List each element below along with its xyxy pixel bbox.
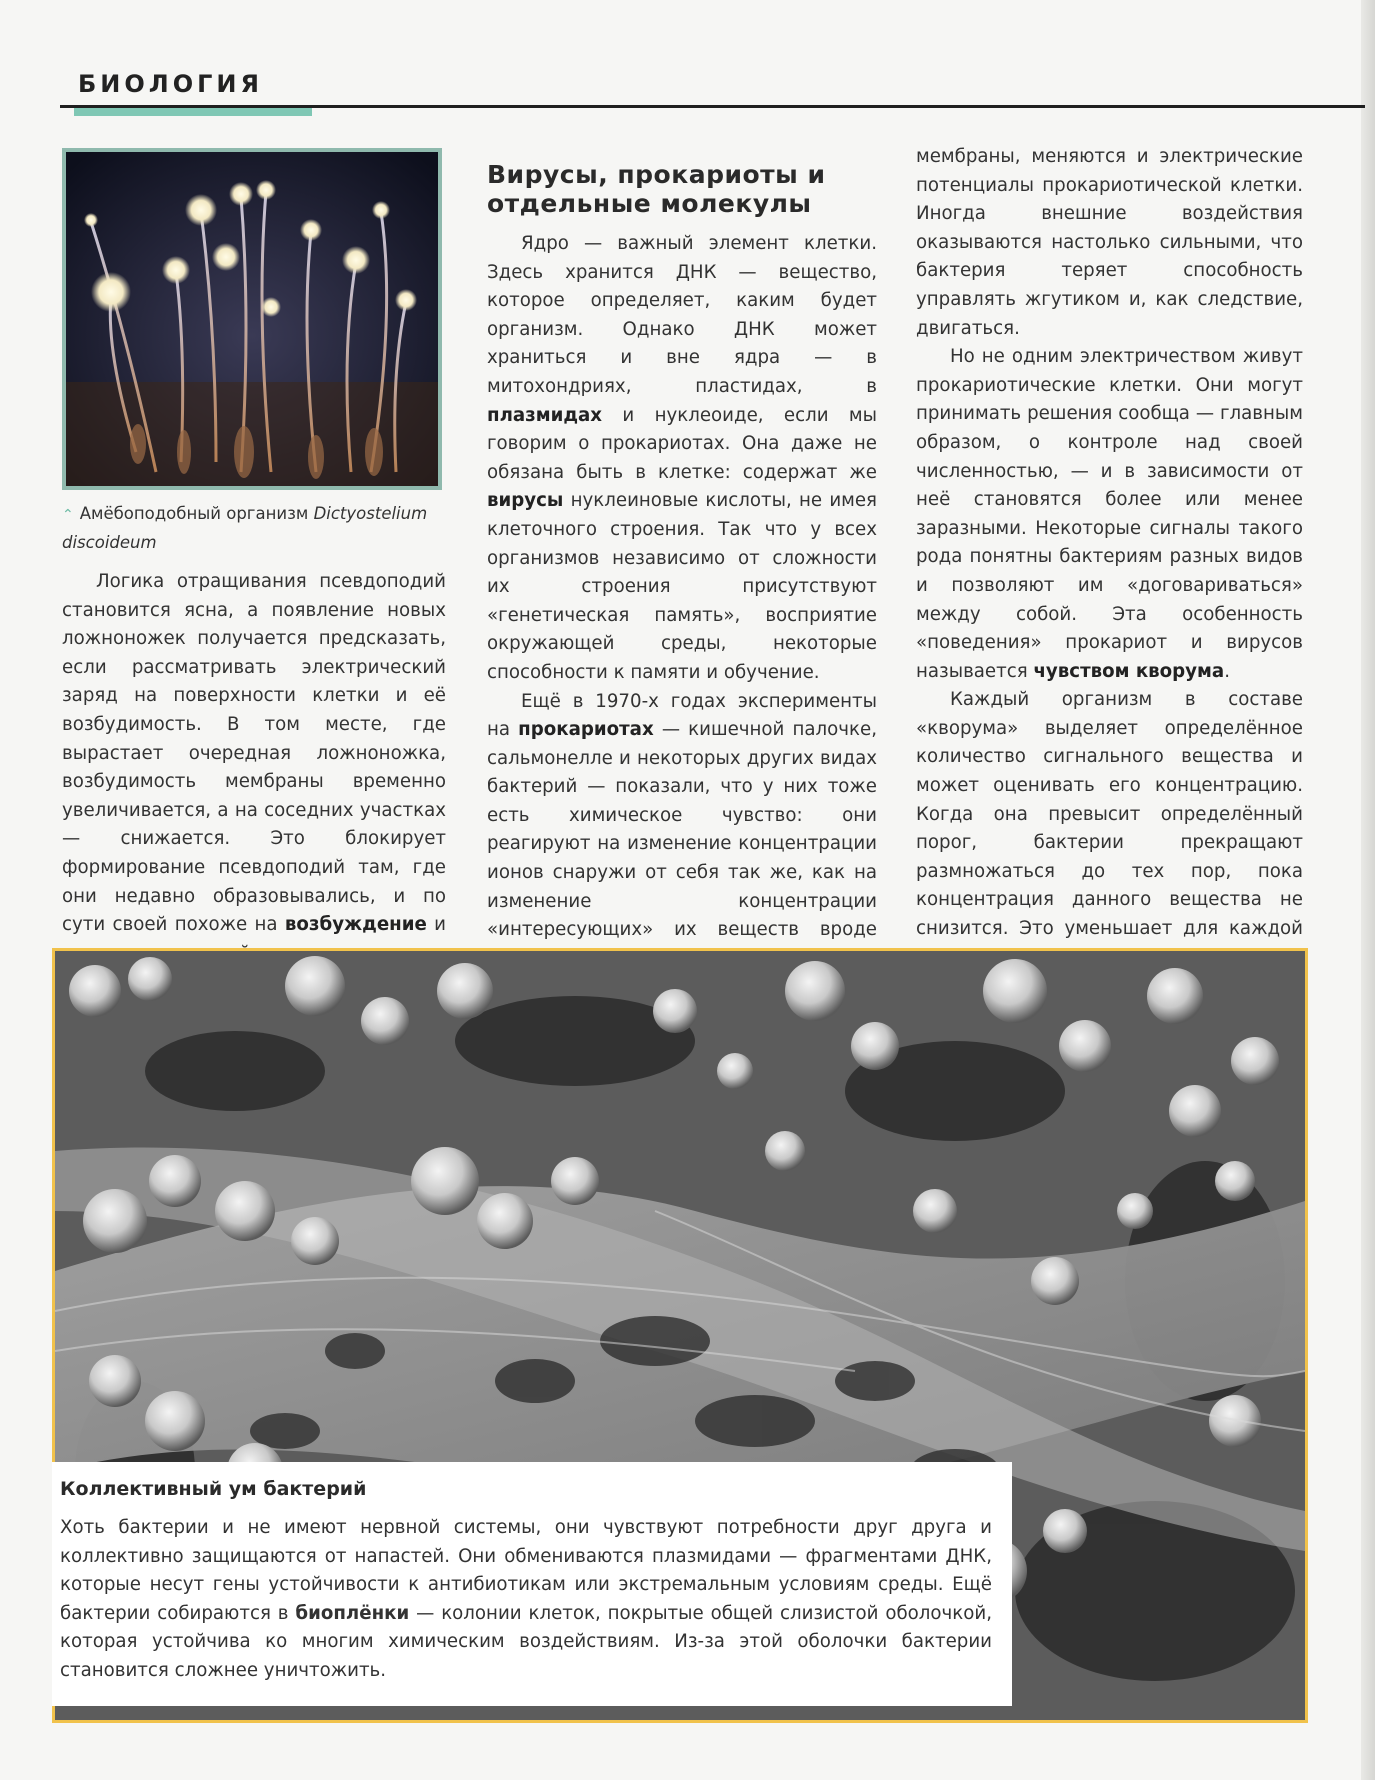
caret-up-icon: ⌃: [62, 507, 74, 523]
paragraph: Ядро — важный элемент клетки. Здесь хранится ДНК — вещество, которое определяет, каким будет организм. Однако ДНК может храниться и вне ядра — в митохондриях, пластидах, в плазмидах и нуклеоиде, если мы говорим о прокариотах. Она даже не обязана быть в клетке: содержат же вирусы нуклеиновые кислоты, не имея клеточного строения. Так что у всех организмов независимо от сложности их строения присутствуют «генетическая память», восприятие окружающей среды, некоторые способности к памяти и обучение.: [487, 233, 877, 683]
column-1-text: [62, 568, 446, 968]
paragraph: Но не одним электричеством живут прокариотические клетки. Они могут принимать решения сообща — главным образом, о контроле над своей численностью, — и в зависимости от неё становятся более или менее заразными. Некоторые сигналы такого рода понятны бактериям разных видов и позволяют им «договариваться» между собой. Эта особенность «поведения» прокариот и вирусов называется чувством кворума.: [916, 346, 1303, 682]
paragraph: Каждый организм в составе «кворума» выделяет определённое количество сигнального вещества и может оценивать его концентрацию. Когда она превысит определённый порог, бактерии прекращают размножаться до тех пор, пока концентрация данного вещества не снизится. Это уменьшает для каждой: [916, 689, 1303, 940]
section-header: [60, 58, 1365, 118]
sidebar-box: [52, 1462, 1012, 1706]
sidebar-text: [60, 1514, 992, 1686]
paragraph: Хоть бактерии и не имеют нервной системы, они чувствуют потребности друг друга и коллективно защищаются от напастей. Они обмениваются плазмидами — фрагментами ДНК, которые несут гены устойчивости к антибиотикам или экстремальным условиям среды. Ещё бактерии собираются в биоплёнки — колонии клеток, покрытые общей слизистой оболочкой, которая устойчива ко многим химическим воздействиям. Из-за этой оболочки бактерии становится сложнее уничтожить.: [60, 1517, 993, 1681]
column-3-text: [916, 143, 1303, 1001]
photo-caption: [62, 500, 442, 556]
section-title: БИОЛОГИЯ: [78, 70, 263, 98]
sidebar-title: Коллективный ум бактерий: [60, 1478, 367, 1500]
amoeba-photo: [62, 148, 442, 490]
header-accent-bar: [74, 108, 312, 116]
dictyostelium-photo: [66, 152, 438, 486]
caption-text: Амёбоподобный организм Dictyostelium discoideum: [62, 504, 428, 552]
paragraph: Логика отращивания псевдоподий становится ясна, а появление новых ложноножек получается предсказать, если рассматривать электрический заряд на поверхности клетки и её возбудимость. В том месте, где вырастает очередная ложноножка, возбудимость мембраны временно увеличивается, а на соседних участках — снижается. Это блокирует формирование псевдоподий там, где они недавно образовывались, и по сути своей похоже на возбуждение и: [62, 571, 446, 936]
page-edge: [1361, 0, 1375, 1780]
paragraph: мембраны, меняются и электрические потенциалы прокариотической клетки. Иногда внешние воздействия оказываются настолько сильными, что бактерия теряет способность управлять жгутиком и, как следствие, двигаться.: [916, 146, 1303, 339]
column-2-text: [487, 230, 877, 1031]
paragraph: Ещё в 1970-х годах эксперименты на прокариотах — кишечной палочке, сальмонелле и некоторых других видах бактерий — показали, что у них тоже есть химическое чувство: они реагируют на изменение концентрации ионов снаружи от себя так же, как на изменение концентрации «интересующих» их веществ вроде: [487, 690, 877, 941]
article-heading: Вирусы, прокариоты и отдельные молекулы: [487, 160, 826, 218]
